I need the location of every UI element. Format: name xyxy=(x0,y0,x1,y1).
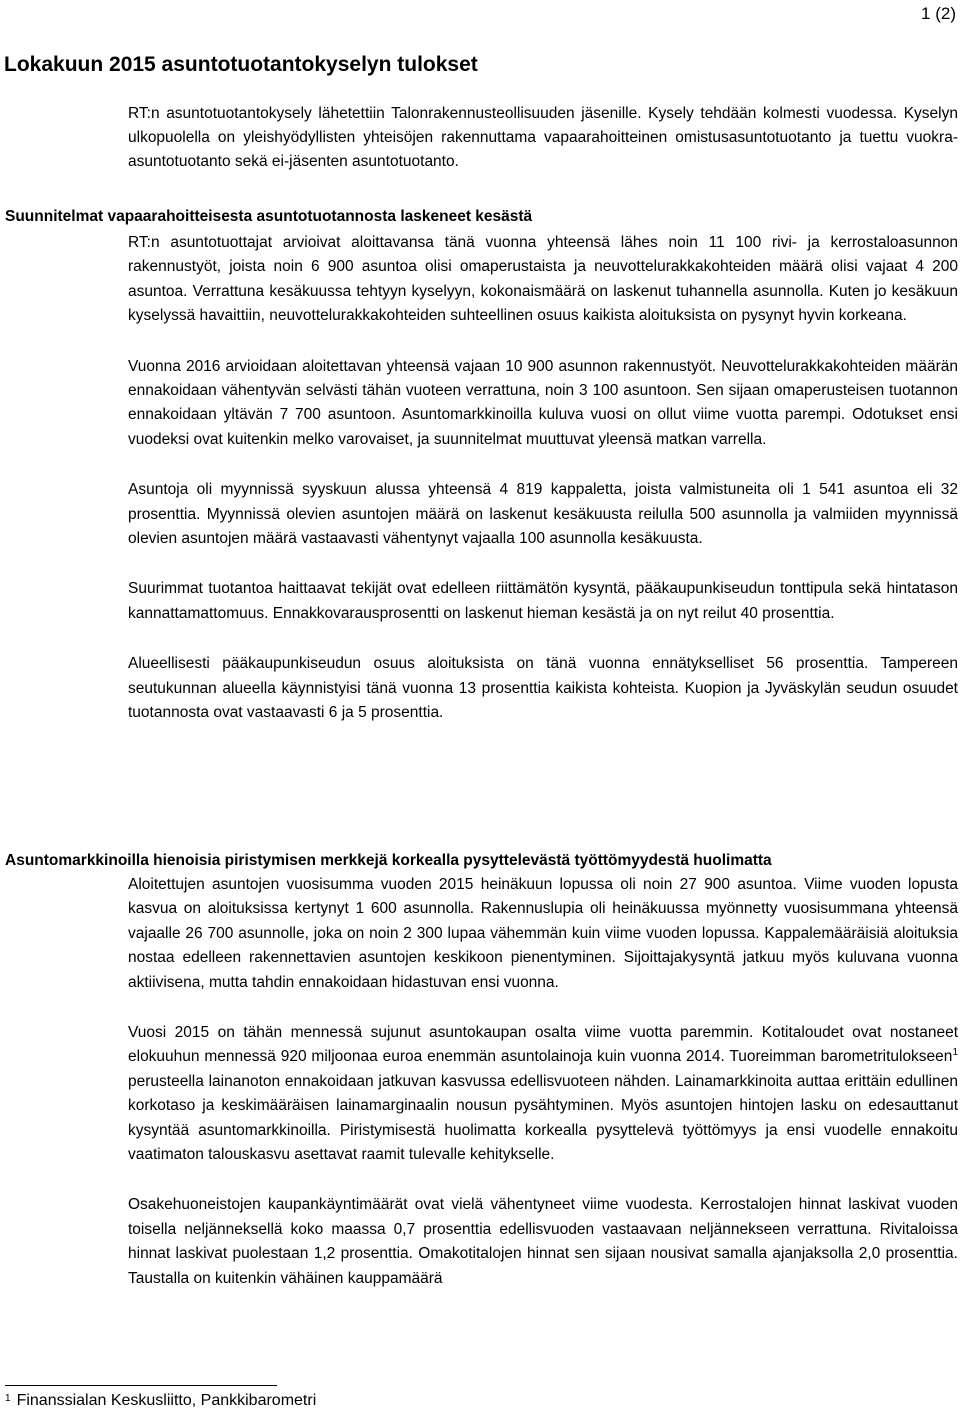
intro-paragraph: RT:n asuntotuotantokysely lähetettiin Talonrakennusteollisuuden jäsenille. Kysely tehdään kolmesti vuodessa. Kyselyn ulkopuolella on yleishyödyllisten yhteisöjen rakennuttama vapaarahoitteinen omistusasuntotuotanto ja tuettu vuokra-asuntotuotanto sekä ei-jäsenten asuntotuotanto. xyxy=(128,105,958,170)
footnote-marker: 1 xyxy=(5,1393,11,1404)
footnote xyxy=(5,1390,316,1412)
section-plans-body xyxy=(128,231,958,726)
paragraph: Alueellisesti pääkaupunkiseudun osuus aloituksista on tänä vuonna ennätykselliset 56 prosenttia. Tampereen seutukunnan alueella käynnistyisi tänä vuonna 13 prosenttia kaikista kohteista. Kuopion ja Jyväskylän seudun osuudet tuotannosta ovat vastaavasti 6 ja 5 prosenttia. xyxy=(128,655,958,722)
document-title: Lokakuun 2015 asuntotuotantokyselyn tulokset xyxy=(4,53,478,76)
paragraph-with-footnote xyxy=(128,1021,958,1167)
footnote-text: Finanssialan Keskusliitto, Pankkibarometri xyxy=(16,1392,317,1409)
page-number: 1 (2) xyxy=(921,4,956,23)
paragraph: Osakehuoneistojen kaupankäyntimäärät ovat vielä vähentyneet viime vuodesta. Kerrostalojen hinnat laskivat vuoden toisella neljänneksellä koko maassa 0,7 prosenttia edellisvuoden vastaavaan neljännekseen verrattuna. Rivitaloissa hinnat laskivat puolestaan 1,2 prosenttia. Omakotitalojen hinnat sen sijaan nousivat samalla ajanjaksolla 2,0 prosenttia. Taustalla on kuitenkin vähäinen kauppamäärä xyxy=(128,1196,958,1287)
paragraph: Asuntoja oli myynnissä syyskuun alussa yhteensä 4 819 kappaletta, joista valmistuneita oli 1 541 asuntoa eli 32 prosenttia. Myynnissä olevien asuntojen määrä on laskenut kesäkuusta reilulla 500 asunnolla ja valmiiden myynnissä olevien asuntojen määrä vastaavasti vähentynyt vajaalla 100 asunnolla kesäkuusta. xyxy=(128,481,958,548)
paragraph-text: Vuosi 2015 on tähän mennessä sujunut asuntokaupan osalta viime vuotta paremmin. Kotitaloudet ovat nostaneet elokuuhun mennessä 920 miljoonaa euroa enemmän asuntolainoja kuin vuonna 2014. Tuoreimman barometritulokseen xyxy=(128,1024,958,1066)
paragraph: Vuonna 2016 arvioidaan aloitettavan yhteensä vajaan 10 900 asunnon rakennustyöt. Neuvottelurakkakohteiden määrän ennakoidaan vähentyvän selvästi tähän vuoteen verrattuna, noin 3 100 asuntoon. Sen sijaan omaperusteisen tuotannon ennakoidaan yltävän 7 700 asuntoon. Asuntomarkkinoilla kuluva vuosi on ollut viime vuotta parempi. Odotukset ensi vuodeksi ovat kuitenkin melko varovaiset, ja suunnitelmat muuttuvat yleensä matkan varrella. xyxy=(128,357,958,448)
paragraph: Suurimmat tuotantoa haittaavat tekijät ovat edelleen riittämätön kysyntä, pääkaupunkiseudun tonttipula sekä hintatason kannattamattomuus. Ennakkovarausprosentti on laskenut hieman kesästä ja on nyt reilut 40 prosenttia. xyxy=(128,580,958,622)
section-heading-plans: Suunnitelmat vapaarahoitteisesta asuntotuotannosta laskeneet kesästä xyxy=(5,208,533,225)
paragraph: Aloitettujen asuntojen vuosisumma vuoden 2015 heinäkuun lopussa oli noin 27 900 asuntoa. Viime vuoden lopusta kasvua on aloituksissa kertynyt 1 600 asunnolla. Rakennuslupia oli heinäkuussa myönnetty vuosisummana yhteensä vajaalle 26 700 asunnolle, joka on noin 2 300 lupaa vähemmän kuin viime vuoden lopussa. Kappalemääräisiä aloituksia nostaa edelleen rakennettavien asuntojen keskikoon pienentyminen. Sijoittajakysyntä jatkuu myös kuluvana vuonna aktiivisena, mutta tahdin ennakoidaan hidastuvan ensi vuonna. xyxy=(128,876,958,991)
paragraph: RT:n asuntotuottajat arvioivat aloittavansa tänä vuonna yhteensä lähes noin 11 100 rivi- ja kerrostaloasunnon rakennustyöt, joista noin 6 900 asuntoa olisi omaperustaista ja neuvottelurakkakohteiden määrä olisi vajaat 4 200 asuntoa. Verrattuna kesäkuussa tehtyyn kyselyyn, kokonaismäärä on laskenut tuhannella asunnolla. Kuten jo kesäkuun kyselyssä havaittiin, neuvottelurakkakohteiden suhteellinen osuus kaikista aloituksista on pysynyt hyvin korkeana. xyxy=(128,234,958,325)
section-housing-market-body xyxy=(128,873,958,1291)
paragraph-text: perusteella lainanoton ennakoidaan jatkuvan kasvussa edellisvuoteen nähden. Lainamarkkinoita auttaa erittäin edullinen korkotaso ja keskimääräisen lainamarginaalin nousun pysähtyminen. Myös asuntojen hintojen lasku on edesauttanut kysyntää asuntomarkkinoilla. Piristymisestä huolimatta korkealla pysyttelevä työttömyys ja ensi vuodelle ennakoitu vaatimaton talouskasvu asettavat raamit tulevalle kehitykselle. xyxy=(128,1072,958,1164)
footnote-reference[interactable]: 1 xyxy=(952,1047,958,1059)
section-heading-housing-market: Asuntomarkkinoilla hienoisia piristymisen merkkejä korkealla pysyttelevästä työttömyydestä huolimatta xyxy=(5,852,772,869)
footnote-divider xyxy=(5,1385,277,1386)
